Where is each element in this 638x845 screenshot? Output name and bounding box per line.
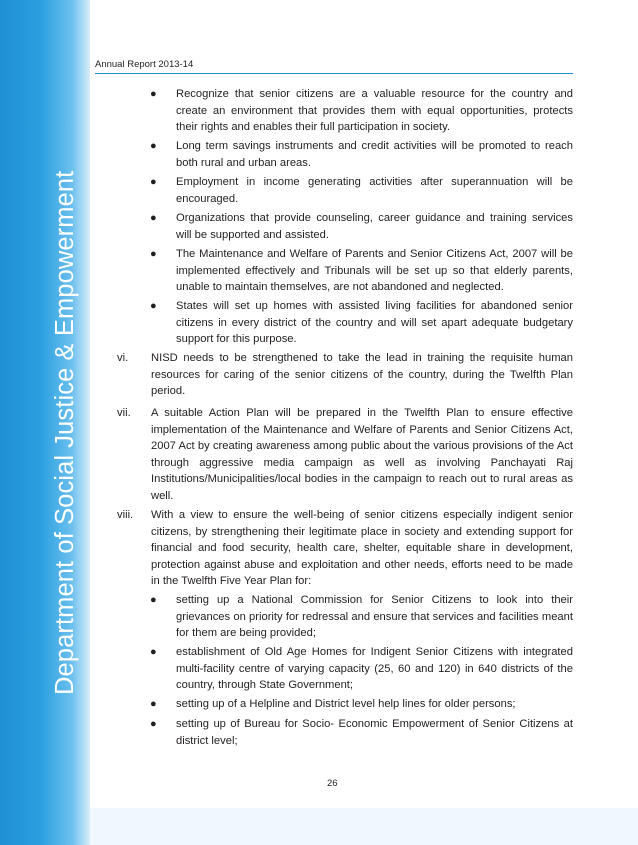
footer-band xyxy=(90,808,638,845)
bullet-icon: ● xyxy=(150,698,157,710)
bullet-icon: ● xyxy=(150,248,157,260)
item-number: vi. xyxy=(117,352,129,364)
list-item: Employment in income generating activities after superannuation will be encouraged. xyxy=(176,176,573,205)
list-item: Recognize that senior citizens are a valuable resource for the country and create an environment that provides them with equal opportunities, protects their rights and enables their full participation in society. xyxy=(176,88,573,134)
list-item: setting up of Bureau for Socio- Economic Empowerment of Senior Citizens at district level; xyxy=(176,718,573,747)
bullet-icon: ● xyxy=(150,212,157,224)
list-item: States will set up homes with assisted living facilities for abandoned senior citizens in every district of the country and will set apart adequate budgetary support for this purpose. xyxy=(176,300,573,346)
sidebar-title: Department of Social Justice & Empowerment xyxy=(51,170,79,695)
list-item: The Maintenance and Welfare of Parents and Senior Citizens Act, 2007 will be implemented effectively and Tribunals will be set up so that elderly parents, unable to maintain themselves, are not abandoned and neglected. xyxy=(176,248,573,294)
list-item: establishment of Old Age Homes for Indigent Senior Citizens with integrated multi-facility centre of varying capacity (25, 60 and 120) in 640 districts of the country, through State Government; xyxy=(176,646,573,692)
list-item: setting up of a Helpline and District level help lines for older persons; xyxy=(176,698,516,710)
header-rule xyxy=(95,73,573,74)
numbered-item: A suitable Action Plan will be prepared in the Twelfth Plan to ensure effective implementation of the Maintenance and Welfare of Parents and Senior Citizens Act, 2007 Act by creating awareness among public about the various provisions of the Act through aggressive media campaign as well as involving Panchayati Raj Institutions/Municipalities/local bodies in the campaign to reach out to rural areas as well. xyxy=(151,407,573,502)
report-header: Annual Report 2013-14 xyxy=(95,59,194,70)
list-item: setting up a National Commission for Senior Citizens to look into their grievances on priority for redressal and ensure that services and facilities meant for them are being provided; xyxy=(176,594,573,640)
item-number: viii. xyxy=(117,509,134,521)
bullet-icon: ● xyxy=(150,300,157,312)
numbered-item: NISD needs to be strengthened to take the lead in training the requisite human resources for caring of the senior citizens of the country, during the Twelfth Plan period. xyxy=(151,352,573,398)
bullet-icon: ● xyxy=(150,718,157,730)
bullet-icon: ● xyxy=(150,176,157,188)
bullet-icon: ● xyxy=(150,88,157,100)
page-number: 26 xyxy=(327,778,338,789)
bullet-icon: ● xyxy=(150,594,157,606)
item-number: vii. xyxy=(117,407,131,419)
list-item: Organizations that provide counseling, career guidance and training services will be supported and assisted. xyxy=(176,212,573,241)
list-item: Long term savings instruments and credit activities will be promoted to reach both rural and urban areas. xyxy=(176,140,573,169)
sidebar-band xyxy=(0,0,90,845)
numbered-item: With a view to ensure the well-being of senior citizens especially indigent senior citizens, by strengthening their legitimate place in society and extending support for financial and food security, health care, shelter, equitable share in development, protection against abuse and exploitation and other needs, efforts need to be made in the Twelfth Five Year Plan for: xyxy=(151,509,573,588)
bullet-icon: ● xyxy=(150,140,157,152)
bullet-icon: ● xyxy=(150,646,157,658)
